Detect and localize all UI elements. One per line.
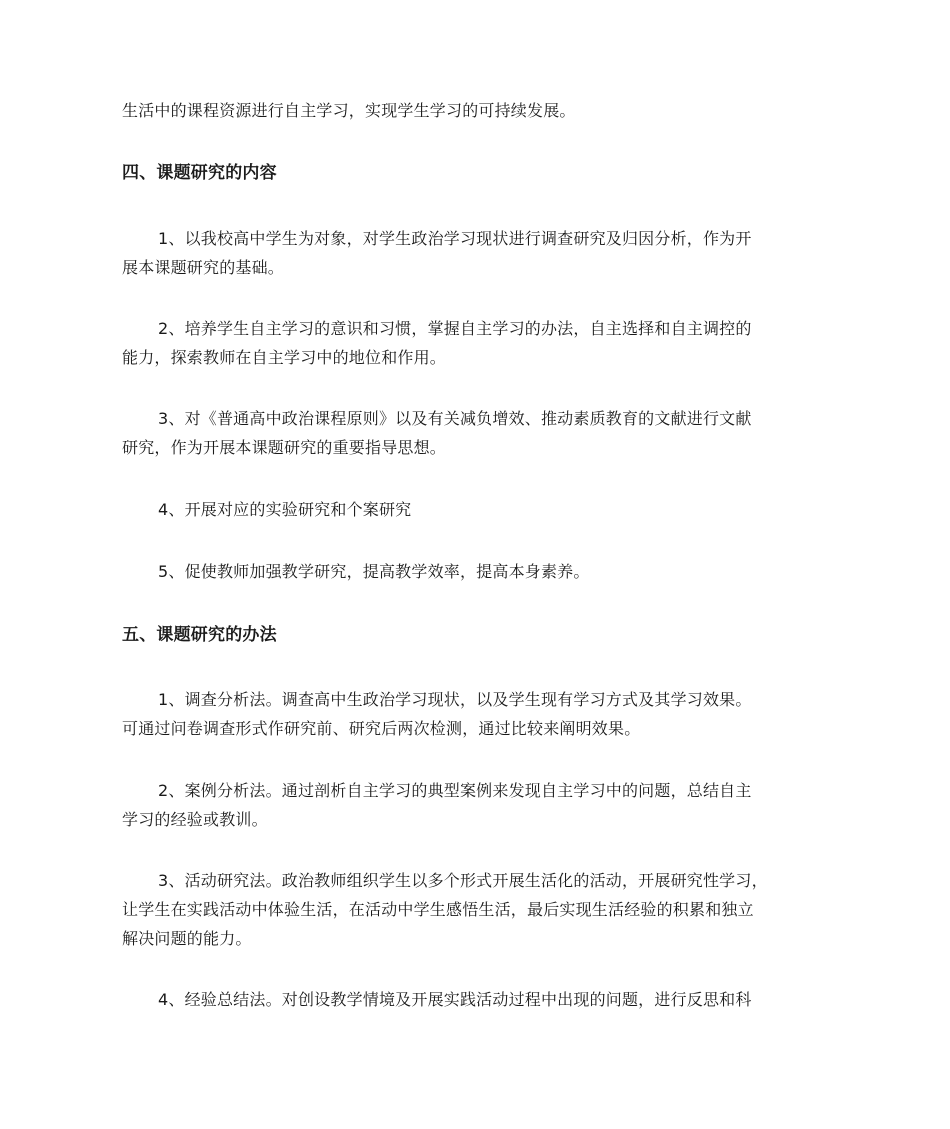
- list-item-line: 3、对《普通高中政治课程原则》以及有关减负增效、推动素质教育的文献进行文献: [158, 409, 752, 428]
- list-item-line: 5、促使教师加强教学研究，提高教学效率，提高本身素养。: [158, 562, 590, 581]
- list-item-line: 4、开展对应的实验研究和个案研究: [158, 500, 412, 519]
- list-item-line: 展本课题研究的基础。: [122, 258, 285, 277]
- list-item-line: 学习的经验或教训。: [122, 810, 268, 829]
- list-item-line: 可通过问卷调查形式作研究前、研究后两次检测，通过比较来阐明效果。: [122, 719, 641, 738]
- list-item-line: 1、以我校高中学生为对象，对学生政治学习现状进行调查研究及归因分析，作为开: [158, 229, 752, 248]
- list-item-line: 研究，作为开展本课题研究的重要指导思想。: [122, 438, 447, 457]
- list-item-line: 4、经验总结法。对创设教学情境及开展实践活动过程中出现的问题，进行反思和科: [158, 990, 752, 1009]
- list-item-line: 2、案例分析法。通过剖析自主学习的典型案例来发现自主学习中的问题，总结自主: [158, 781, 752, 800]
- section-heading-content: 四、课题研究的内容: [122, 163, 277, 183]
- list-item-line: 1、调查分析法。调查高中生政治学习现状，以及学生现有学习方式及其学习效果。: [158, 690, 752, 709]
- paragraph-line: 生活中的课程资源进行自主学习，实现学生学习的可持续发展。: [122, 101, 576, 120]
- list-item-line: 解决问题的能力。: [122, 929, 252, 948]
- list-item-line: 2、培养学生自主学习的意识和习惯，掌握自主学习的办法，自主选择和自主调控的: [158, 319, 752, 338]
- list-item-line: 能力，探索教师在自主学习中的地位和作用。: [122, 348, 447, 367]
- list-item-line: 3、活动研究法。政治教师组织学生以多个形式开展生活化的活动，开展研究性学习，: [158, 871, 768, 890]
- section-heading-methods: 五、课题研究的办法: [122, 625, 277, 645]
- list-item-line: 让学生在实践活动中体验生活，在活动中学生感悟生活，最后实现生活经验的积累和独立: [122, 900, 754, 919]
